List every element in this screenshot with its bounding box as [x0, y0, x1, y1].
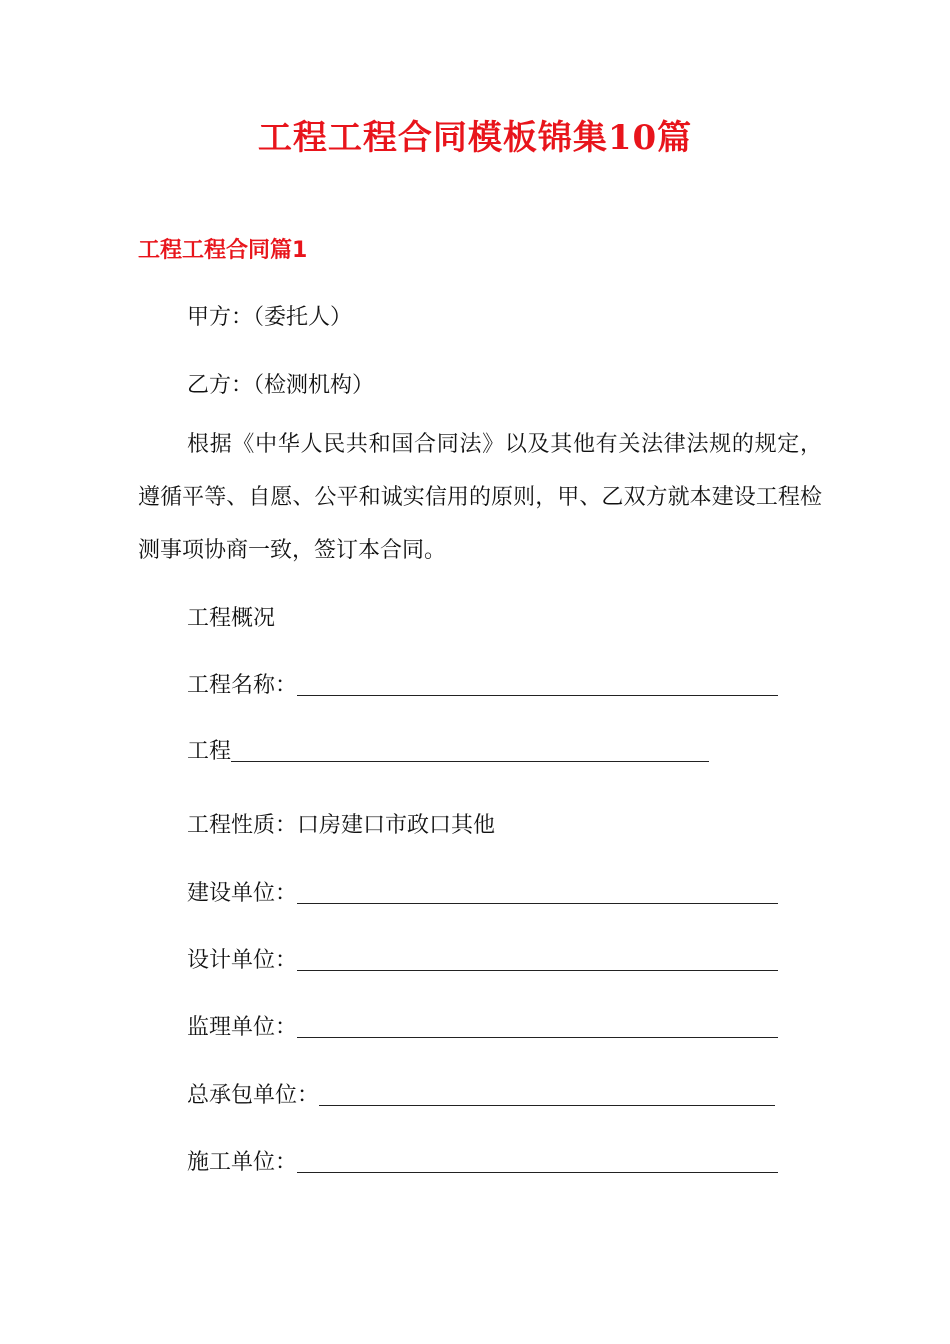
section-heading: 工程工程合同篇1	[138, 238, 308, 263]
blank-line[interactable]	[297, 1036, 778, 1038]
party-b-line: 乙方：（检测机构）	[187, 373, 375, 398]
document-title: 工程工程合同模板锦集10篇	[257, 118, 693, 158]
field-label: 施工单位：	[187, 1150, 298, 1175]
supervision-unit-field	[187, 1010, 778, 1041]
field-label: 工程	[187, 739, 232, 764]
blank-line[interactable]	[231, 760, 709, 762]
field-label: 设计单位：	[187, 948, 298, 973]
project-nature-line: 工程性质：口房建口市政口其他	[187, 813, 496, 838]
party-a-line: 甲方：（委托人）	[187, 305, 353, 330]
field-label: 工程名称：	[187, 673, 298, 698]
intro-paragraph: 根据《中华人民共和国合同法》以及其他有关法律法规的规定，遵循平等、自愿、公平和诚实信用的原则，甲、乙双方就本建设工程检测事项协商一致，签订本合同。	[138, 432, 822, 563]
blank-line[interactable]	[297, 694, 778, 696]
builder-unit-field	[187, 1145, 778, 1176]
field-label: 监理单位：	[187, 1015, 298, 1040]
blank-line[interactable]	[319, 1104, 775, 1106]
construction-unit-field	[187, 876, 778, 907]
project-location-field	[187, 734, 709, 765]
general-contractor-field	[187, 1078, 775, 1109]
overview-heading: 工程概况	[187, 606, 276, 631]
field-label: 建设单位：	[187, 881, 298, 906]
field-label: 总承包单位：	[187, 1083, 320, 1108]
blank-line[interactable]	[297, 902, 778, 904]
blank-line[interactable]	[297, 1171, 778, 1173]
project-name-field	[187, 668, 778, 699]
blank-line[interactable]	[297, 969, 778, 971]
design-unit-field	[187, 943, 778, 974]
